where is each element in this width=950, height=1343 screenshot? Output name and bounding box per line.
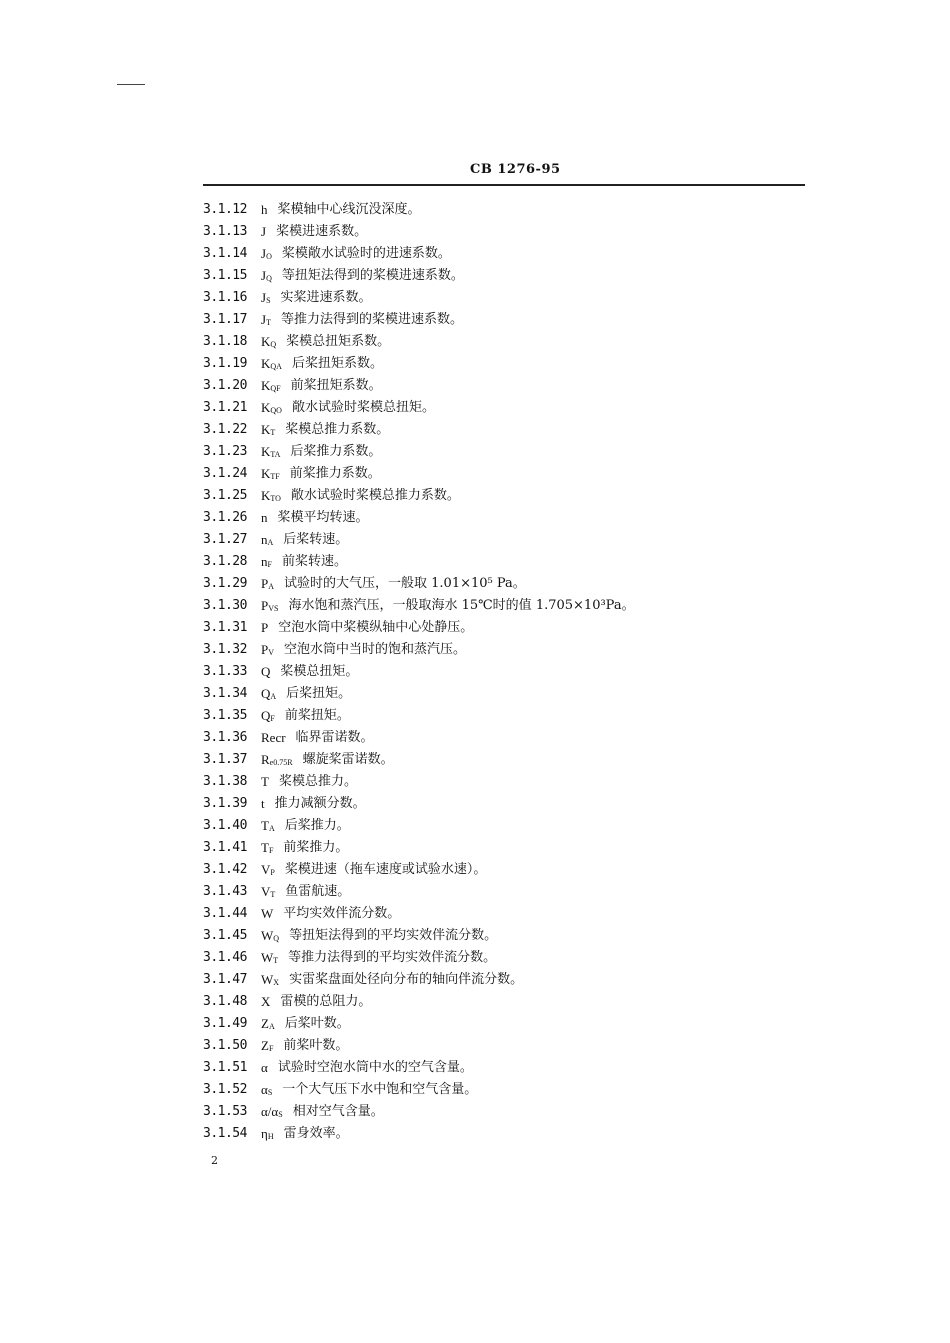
definition-text: 前桨叶数。 bbox=[283, 1038, 349, 1053]
definition-text: 桨模总推力。 bbox=[278, 774, 357, 789]
symbol bbox=[261, 485, 281, 507]
definition-item bbox=[203, 595, 635, 617]
clause-number: 3.1.28 bbox=[203, 554, 247, 569]
definition-item bbox=[203, 1057, 635, 1079]
definition-item bbox=[203, 1079, 635, 1101]
definition-item bbox=[203, 573, 635, 595]
symbol-subscript: T bbox=[273, 956, 279, 965]
symbol-subscript: Q bbox=[270, 340, 277, 349]
definition-text: 前桨推力。 bbox=[283, 840, 349, 855]
symbol-base: X bbox=[261, 994, 271, 1009]
symbol bbox=[261, 683, 276, 705]
clause-number: 3.1.24 bbox=[203, 466, 247, 481]
symbol-base: K bbox=[261, 400, 271, 415]
symbol bbox=[261, 551, 272, 573]
clause-number: 3.1.50 bbox=[203, 1038, 247, 1053]
symbol-subscript: S bbox=[267, 1088, 273, 1097]
symbol bbox=[261, 529, 273, 551]
definition-text: 临界雷诺数。 bbox=[295, 730, 374, 745]
symbol bbox=[261, 595, 278, 617]
symbol-subscript: A bbox=[268, 582, 275, 591]
symbol-base: K bbox=[261, 488, 271, 503]
symbol-base: h bbox=[261, 202, 268, 217]
symbol-base: W bbox=[261, 928, 274, 943]
symbol bbox=[261, 419, 275, 441]
symbol bbox=[261, 573, 274, 595]
definition-text: 鱼雷航速。 bbox=[285, 884, 351, 899]
symbol-base: T bbox=[261, 818, 269, 833]
definition-text: 空泡水筒中桨模纵轴中心处静压。 bbox=[278, 620, 474, 635]
symbol-base: W bbox=[261, 906, 274, 921]
symbol-subscript: e0.75R bbox=[269, 758, 293, 767]
symbol bbox=[261, 705, 275, 727]
definition-item bbox=[203, 1101, 635, 1123]
symbol-base: η bbox=[261, 1126, 268, 1141]
symbol bbox=[261, 1035, 273, 1057]
clause-number: 3.1.23 bbox=[203, 444, 247, 459]
definition-item bbox=[203, 903, 635, 925]
clause-number: 3.1.33 bbox=[203, 664, 247, 679]
symbol bbox=[261, 947, 278, 969]
symbol-subscript: TF bbox=[270, 472, 280, 481]
symbol-subscript: F bbox=[268, 1044, 274, 1053]
clause-number: 3.1.30 bbox=[203, 598, 247, 613]
definition-text: 等扭矩法得到的桨模进速系数。 bbox=[281, 268, 464, 283]
symbol-base: P bbox=[261, 620, 269, 635]
symbol-base: J bbox=[261, 290, 267, 305]
definition-item bbox=[203, 331, 635, 353]
definition-text: 桨模总扭矩系数。 bbox=[286, 334, 391, 349]
definition-item bbox=[203, 199, 635, 221]
definition-text: 前桨推力系数。 bbox=[289, 466, 381, 481]
symbol-subscript: O bbox=[266, 252, 272, 261]
definition-text: 敞水试验时桨模总扭矩。 bbox=[291, 400, 435, 415]
clause-number: 3.1.29 bbox=[203, 576, 247, 591]
definition-item bbox=[203, 1035, 635, 1057]
definition-text: 相对空气含量。 bbox=[292, 1104, 384, 1119]
symbol-subscript: T bbox=[270, 890, 276, 899]
symbol bbox=[261, 903, 273, 925]
standard-code-header: CB 1276-95 bbox=[470, 162, 561, 177]
definition-item bbox=[203, 463, 635, 485]
definition-item bbox=[203, 441, 635, 463]
clause-number: 3.1.16 bbox=[203, 290, 247, 305]
symbol-base: J bbox=[261, 268, 267, 283]
symbol bbox=[261, 771, 269, 793]
symbol-subscript: X bbox=[273, 978, 280, 987]
definition-text: 前桨扭矩系数。 bbox=[290, 378, 382, 393]
symbol bbox=[261, 1013, 275, 1035]
definition-text: 后桨推力。 bbox=[284, 818, 350, 833]
symbol-base: K bbox=[261, 334, 271, 349]
clause-number: 3.1.46 bbox=[203, 950, 247, 965]
symbol-subscript: TA bbox=[270, 450, 281, 459]
symbol-subscript: S bbox=[266, 296, 271, 305]
definition-text: 前桨转速。 bbox=[281, 554, 347, 569]
symbol bbox=[261, 353, 282, 375]
definition-text: 敞水试验时桨模总推力系数。 bbox=[290, 488, 460, 503]
symbol-subscript: T bbox=[270, 428, 276, 437]
definition-text: 平均实效伴流分数。 bbox=[283, 906, 401, 921]
symbol-subscript: VS bbox=[268, 604, 279, 613]
symbol bbox=[261, 815, 275, 837]
symbol bbox=[261, 199, 268, 221]
symbol-definition-list bbox=[203, 199, 635, 1145]
definition-item bbox=[203, 551, 635, 573]
clause-number: 3.1.25 bbox=[203, 488, 247, 503]
clause-number: 3.1.12 bbox=[203, 202, 247, 217]
symbol-base: α/α bbox=[261, 1104, 279, 1119]
symbol-base: Q bbox=[261, 708, 271, 723]
definition-item bbox=[203, 661, 635, 683]
definition-text: 桨模总推力系数。 bbox=[285, 422, 390, 437]
definition-item bbox=[203, 881, 635, 903]
definition-text: 桨模轴中心线沉没深度。 bbox=[277, 202, 421, 217]
clause-number: 3.1.40 bbox=[203, 818, 247, 833]
definition-item bbox=[203, 815, 635, 837]
definition-text: 空泡水筒中当时的饱和蒸汽压。 bbox=[284, 642, 467, 657]
definition-item bbox=[203, 925, 635, 947]
definition-item bbox=[203, 507, 635, 529]
symbol-base: K bbox=[261, 444, 271, 459]
symbol-base: T bbox=[261, 774, 269, 789]
symbol bbox=[261, 639, 274, 661]
symbol bbox=[261, 925, 279, 947]
definition-item bbox=[203, 837, 635, 859]
definition-text: 等扭矩法得到的平均实效伴流分数。 bbox=[289, 928, 498, 943]
page-number: 2 bbox=[211, 1154, 218, 1167]
definition-text: 桨模进速（拖车速度或试验水速）。 bbox=[284, 862, 487, 877]
definition-text: 等推力法得到的平均实效伴流分数。 bbox=[288, 950, 497, 965]
definition-text: 后桨转速。 bbox=[283, 532, 349, 547]
symbol-base: T bbox=[261, 840, 269, 855]
clause-number: 3.1.34 bbox=[203, 686, 247, 701]
symbol-base: K bbox=[261, 378, 271, 393]
symbol-base: K bbox=[261, 356, 271, 371]
definition-text: 实桨进速系数。 bbox=[280, 290, 372, 305]
definition-item bbox=[203, 287, 635, 309]
clause-number: 3.1.39 bbox=[203, 796, 247, 811]
symbol bbox=[261, 287, 271, 309]
clause-number: 3.1.35 bbox=[203, 708, 247, 723]
symbol-subscript: A bbox=[268, 824, 275, 833]
symbol-base: P bbox=[261, 598, 269, 613]
symbol-base: Z bbox=[261, 1016, 269, 1031]
symbol-base: α bbox=[261, 1060, 268, 1075]
definition-text: 前桨扭矩。 bbox=[284, 708, 350, 723]
definition-text: 雷身效率。 bbox=[283, 1126, 349, 1141]
definition-item bbox=[203, 353, 635, 375]
symbol-base: n bbox=[261, 510, 268, 525]
symbol-base: R bbox=[261, 752, 270, 767]
definition-item bbox=[203, 859, 635, 881]
symbol-subscript: T bbox=[266, 318, 271, 327]
clause-number: 3.1.51 bbox=[203, 1060, 247, 1075]
symbol bbox=[261, 1123, 274, 1145]
definition-text: 桨模平均转速。 bbox=[277, 510, 369, 525]
clause-number: 3.1.31 bbox=[203, 620, 247, 635]
definition-item bbox=[203, 419, 635, 441]
definition-text: 桨模总扭矩。 bbox=[280, 664, 359, 679]
symbol bbox=[261, 243, 272, 265]
clause-number: 3.1.42 bbox=[203, 862, 247, 877]
symbol-subscript: P bbox=[270, 868, 275, 877]
clause-number: 3.1.18 bbox=[203, 334, 247, 349]
clause-number: 3.1.43 bbox=[203, 884, 247, 899]
clause-number: 3.1.54 bbox=[203, 1126, 247, 1141]
clause-number: 3.1.47 bbox=[203, 972, 247, 987]
symbol-base: K bbox=[261, 466, 271, 481]
definition-item bbox=[203, 683, 635, 705]
symbol-base: V bbox=[261, 884, 271, 899]
symbol-subscript: QO bbox=[270, 406, 282, 415]
definition-item bbox=[203, 485, 635, 507]
clause-number: 3.1.48 bbox=[203, 994, 247, 1009]
symbol-subscript: Q bbox=[273, 934, 280, 943]
top-margin-mark bbox=[117, 84, 145, 85]
definition-item bbox=[203, 771, 635, 793]
symbol-base: J bbox=[261, 224, 267, 239]
definition-item bbox=[203, 309, 635, 331]
definition-text: 桨模进速系数。 bbox=[276, 224, 368, 239]
symbol-base: α bbox=[261, 1082, 268, 1097]
definition-item bbox=[203, 705, 635, 727]
clause-number: 3.1.38 bbox=[203, 774, 247, 789]
definition-text: 后桨扭矩系数。 bbox=[291, 356, 383, 371]
symbol-subscript: S bbox=[278, 1110, 283, 1119]
definition-item bbox=[203, 793, 635, 815]
symbol bbox=[261, 221, 266, 243]
symbol bbox=[261, 837, 273, 859]
symbol-base: P bbox=[261, 576, 269, 591]
symbol bbox=[261, 617, 268, 639]
definition-item bbox=[203, 947, 635, 969]
symbol-base: n bbox=[261, 532, 268, 547]
symbol bbox=[261, 1057, 268, 1079]
symbol-subscript: V bbox=[268, 648, 275, 657]
symbol bbox=[261, 463, 280, 485]
symbol bbox=[261, 1101, 283, 1123]
clause-number: 3.1.19 bbox=[203, 356, 247, 371]
symbol-base: Recr bbox=[261, 730, 286, 745]
definition-item bbox=[203, 529, 635, 551]
symbol-base: W bbox=[261, 950, 274, 965]
clause-number: 3.1.32 bbox=[203, 642, 247, 657]
clause-number: 3.1.36 bbox=[203, 730, 247, 745]
definition-text: 螺旋桨雷诺数。 bbox=[302, 752, 394, 767]
definition-text: 试验时空泡水筒中水的空气含量。 bbox=[277, 1060, 473, 1075]
symbol bbox=[261, 309, 271, 331]
symbol-subscript: A bbox=[268, 1022, 275, 1031]
clause-number: 3.1.22 bbox=[203, 422, 247, 437]
definition-item bbox=[203, 639, 635, 661]
clause-number: 3.1.26 bbox=[203, 510, 247, 525]
clause-number: 3.1.44 bbox=[203, 906, 247, 921]
symbol-base: n bbox=[261, 554, 268, 569]
symbol-subscript: H bbox=[267, 1132, 274, 1141]
symbol bbox=[261, 727, 286, 749]
definition-item bbox=[203, 397, 635, 419]
definition-text: 实雷桨盘面处径向分布的轴向伴流分数。 bbox=[289, 972, 524, 987]
symbol bbox=[261, 375, 281, 397]
clause-number: 3.1.15 bbox=[203, 268, 247, 283]
symbol-base: P bbox=[261, 642, 269, 657]
clause-number: 3.1.13 bbox=[203, 224, 247, 239]
definition-item bbox=[203, 1123, 635, 1145]
definition-item bbox=[203, 1013, 635, 1035]
symbol bbox=[261, 1079, 272, 1101]
definition-item bbox=[203, 969, 635, 991]
symbol-subscript: F bbox=[268, 846, 274, 855]
symbol-subscript: Q bbox=[266, 274, 272, 283]
clause-number: 3.1.17 bbox=[203, 312, 247, 327]
symbol bbox=[261, 265, 272, 287]
symbol bbox=[261, 661, 270, 683]
definition-text: 后桨叶数。 bbox=[284, 1016, 350, 1031]
clause-number: 3.1.53 bbox=[203, 1104, 247, 1119]
clause-number: 3.1.49 bbox=[203, 1016, 247, 1031]
definition-item bbox=[203, 243, 635, 265]
symbol-subscript: TO bbox=[270, 494, 281, 503]
symbol-subscript: F bbox=[267, 560, 272, 569]
clause-number: 3.1.27 bbox=[203, 532, 247, 547]
clause-number: 3.1.14 bbox=[203, 246, 247, 261]
clause-number: 3.1.45 bbox=[203, 928, 247, 943]
definition-item bbox=[203, 617, 635, 639]
symbol-base: V bbox=[261, 862, 271, 877]
definition-item bbox=[203, 265, 635, 287]
definition-item bbox=[203, 221, 635, 243]
definition-text: 试验时的大气压，一般取 1.01×10⁵ Pa。 bbox=[284, 576, 526, 591]
symbol-subscript: QA bbox=[270, 362, 282, 371]
definition-text: 一个大气压下水中饱和空气含量。 bbox=[282, 1082, 478, 1097]
definition-text: 海水饱和蒸汽压，一般取海水 15℃时的值 1.705×10³Pa。 bbox=[288, 598, 635, 613]
definition-item bbox=[203, 991, 635, 1013]
symbol-subscript: QF bbox=[270, 384, 281, 393]
symbol-base: K bbox=[261, 422, 271, 437]
definition-item bbox=[203, 749, 635, 771]
clause-number: 3.1.37 bbox=[203, 752, 247, 767]
clause-number: 3.1.21 bbox=[203, 400, 247, 415]
definition-text: 后桨扭矩。 bbox=[286, 686, 352, 701]
symbol bbox=[261, 881, 275, 903]
definition-text: 等推力法得到的桨模进速系数。 bbox=[280, 312, 463, 327]
symbol bbox=[261, 991, 270, 1013]
symbol bbox=[261, 859, 275, 881]
symbol bbox=[261, 441, 280, 463]
symbol-base: W bbox=[261, 972, 274, 987]
symbol bbox=[261, 969, 279, 991]
clause-number: 3.1.41 bbox=[203, 840, 247, 855]
symbol bbox=[261, 793, 265, 815]
clause-number: 3.1.52 bbox=[203, 1082, 247, 1097]
symbol bbox=[261, 507, 268, 529]
symbol-base: t bbox=[261, 796, 265, 811]
definition-text: 后桨推力系数。 bbox=[290, 444, 382, 459]
symbol-base: Z bbox=[261, 1038, 269, 1053]
symbol bbox=[261, 749, 293, 771]
symbol bbox=[261, 331, 276, 353]
definition-text: 桨模敞水试验时的进速系数。 bbox=[281, 246, 451, 261]
symbol-base: Q bbox=[261, 686, 271, 701]
symbol-base: J bbox=[261, 312, 267, 327]
symbol-subscript: A bbox=[270, 692, 277, 701]
header-rule bbox=[203, 184, 805, 186]
symbol-base: J bbox=[261, 246, 267, 261]
definition-item bbox=[203, 727, 635, 749]
symbol-subscript: A bbox=[267, 538, 274, 547]
definition-item bbox=[203, 375, 635, 397]
symbol bbox=[261, 397, 282, 419]
definition-text: 雷模的总阻力。 bbox=[280, 994, 372, 1009]
symbol-base: Q bbox=[261, 664, 271, 679]
clause-number: 3.1.20 bbox=[203, 378, 247, 393]
symbol-subscript: F bbox=[270, 714, 275, 723]
definition-text: 推力减额分数。 bbox=[274, 796, 366, 811]
